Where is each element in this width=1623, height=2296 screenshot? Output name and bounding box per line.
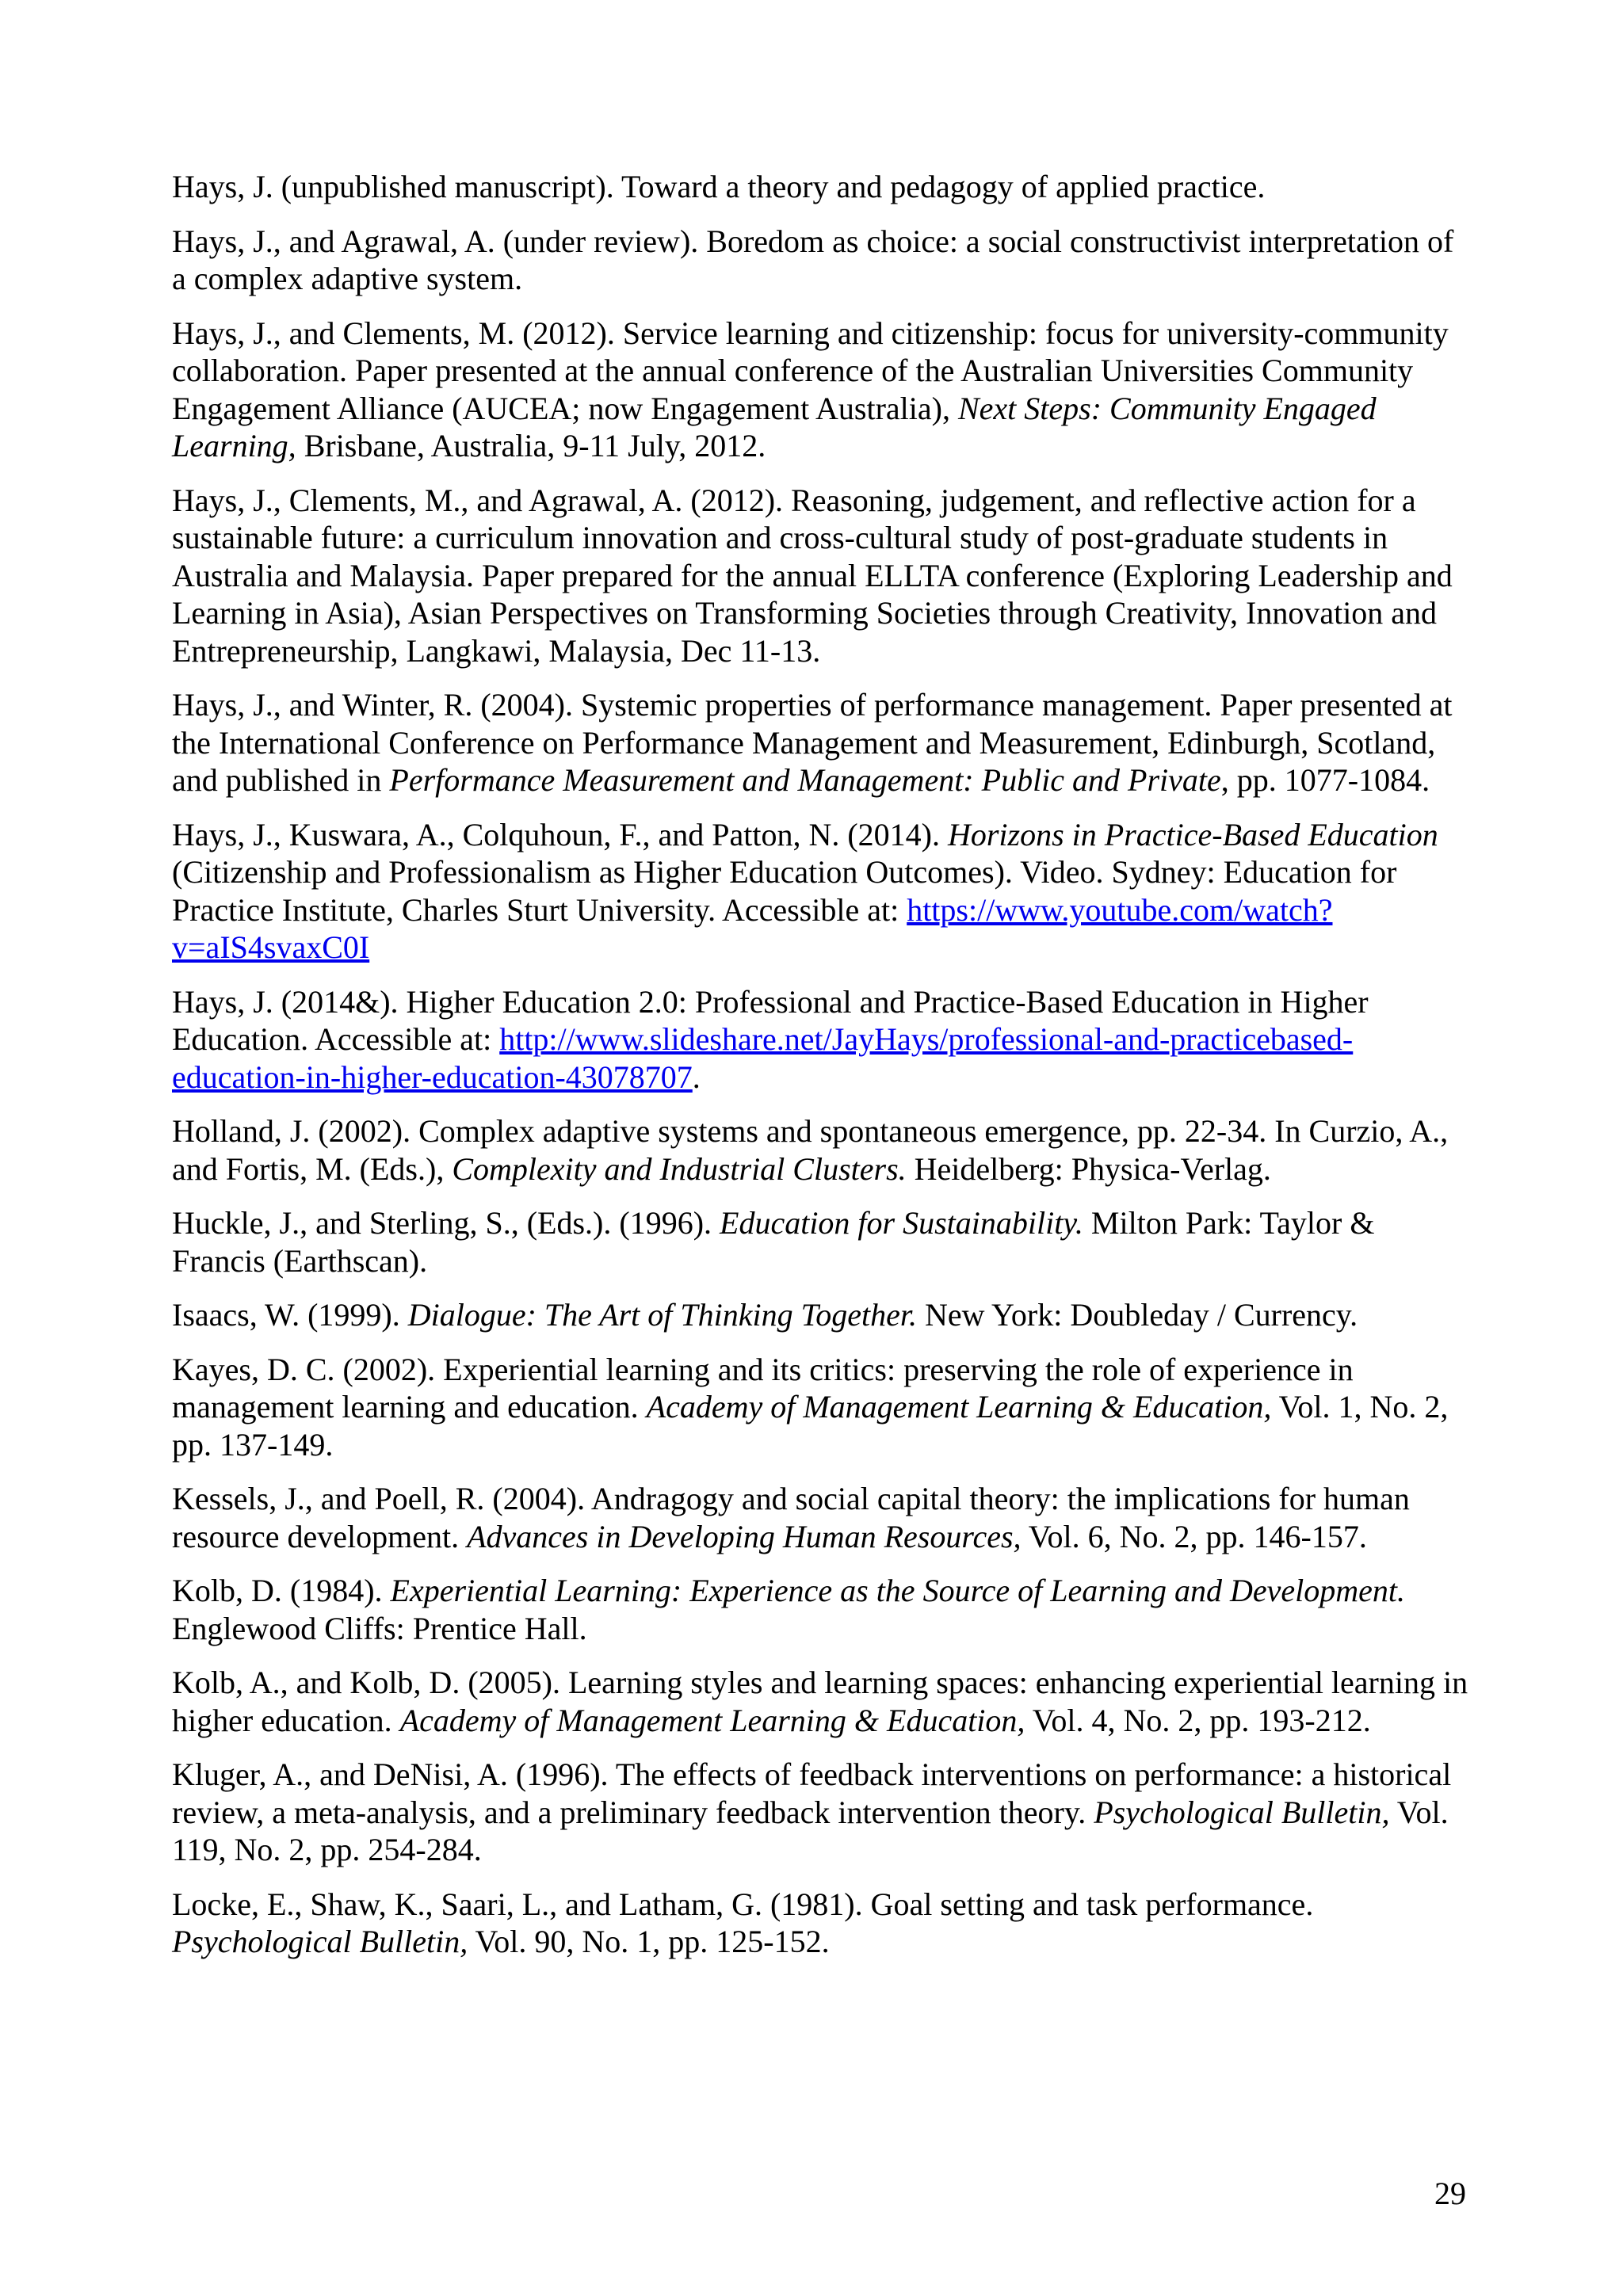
reference-text: Isaacs, W. (1999).	[172, 1297, 408, 1333]
reference-text: Hays, J. (2014&). Higher Education 2.0: Professional and Practice-Based Education in Higher Education. Accessible at:	[172, 983, 1369, 1057]
reference-entry	[172, 1351, 1472, 1464]
reference-title: Next Steps: Community Engaged Learning,	[172, 390, 1377, 463]
reference-text: Hays, J. (unpublished manuscript). Toward a theory and pedagogy of applied practice.	[172, 169, 1266, 204]
reference-entry	[172, 1886, 1472, 1961]
reference-list	[172, 168, 1472, 1978]
reference-title: Horizons in Practice-Based Education	[947, 816, 1438, 852]
reference-text: , pp. 1077-1084.	[1220, 762, 1430, 798]
reference-title: Education for Sustainability.	[720, 1205, 1083, 1241]
reference-entry	[172, 816, 1472, 967]
reference-text: Huckle, J., and Sterling, S., (Eds.). (1996).	[172, 1205, 720, 1241]
reference-title: Dialogue: The Art of Thinking Together.	[407, 1297, 917, 1333]
reference-text: Vol. 90, No. 1, pp. 125-152.	[468, 1924, 830, 1959]
reference-text: Brisbane, Australia, 9-11 July, 2012.	[296, 428, 766, 463]
reference-entry	[172, 1756, 1472, 1869]
reference-link[interactable]: http://www.slideshare.net/JayHays/professional-and-practicebased-education-in-higher-education-43078707	[172, 1021, 1354, 1095]
reference-text: Vol. 1, No. 2, pp. 137-149.	[172, 1389, 1449, 1463]
reference-text: .	[692, 1058, 701, 1095]
reference-text: Hays, J., and Clements, M. (2012). Service learning and citizenship: focus for university-community collaboration. Paper presented at the annual conference of the Australian Universities Community Engagement Alliance (AUCEA; now Engagement Australia),	[172, 315, 1449, 426]
reference-text: Hays, J., and Winter, R. (2004). Systemic properties of performance management. Paper presented at the International Conference on Performance Management and Measurement, Edinburgh, Scotland, and published in	[172, 687, 1453, 798]
reference-title: Psychological Bulletin,	[172, 1924, 468, 1959]
reference-text: Kessels, J., and Poell, R. (2004). Andragogy and social capital theory: the implications for human resource development.	[172, 1481, 1410, 1554]
reference-link[interactable]: https://www.youtube.com/watch?v=aIS4svaxC0I	[172, 891, 1333, 965]
reference-text: Kayes, D. C. (2002). Experiential learning and its critics: preserving the role of experience in management learning and education.	[172, 1351, 1354, 1425]
reference-entry	[172, 168, 1472, 206]
reference-text: Hays, J., Clements, M., and Agrawal, A. (2012). Reasoning, judgement, and reflective action for a sustainable future: a curriculum innovation and cross-cultural study of post-graduate students in Australia and Malaysia. Paper prepared for the annual ELLTA conference (Exploring Leadership and Learning in Asia), Asian Perspectives on Transforming Societies through Creativity, Innovation and Entrepreneurship, Langkawi, Malaysia, Dec 11-13.	[172, 482, 1453, 669]
reference-entry	[172, 482, 1472, 670]
reference-text: Kolb, D. (1984).	[172, 1573, 391, 1608]
reference-text: New York: Doubleday / Currency.	[916, 1297, 1358, 1333]
reference-text: Kolb, A., and Kolb, D. (2005). Learning styles and learning spaces: enhancing experiential learning in higher education.	[172, 1665, 1468, 1738]
reference-text: Hays, J., and Agrawal, A. (under review). Boredom as choice: a social constructivist interpretation of a complex adaptive system.	[172, 223, 1454, 296]
reference-entry	[172, 315, 1472, 465]
reference-text: (Citizenship and Professionalism as Higher Education Outcomes). Video. Sydney: Education for Practice Institute, Charles Sturt University. Accessible at:	[172, 854, 1397, 928]
reference-text: Englewood Cliffs: Prentice Hall.	[172, 1610, 587, 1646]
reference-entry	[172, 1112, 1472, 1188]
reference-title: Performance Measurement and Management: Public and Private	[389, 762, 1221, 798]
reference-text: Milton Park: Taylor & Francis (Earthscan).	[172, 1205, 1375, 1279]
reference-text: Kluger, A., and DeNisi, A. (1996). The effects of feedback interventions on performance: a historical review, a meta-analysis, and a preliminary feedback intervention theory.	[172, 1756, 1452, 1830]
reference-entry	[172, 1480, 1472, 1555]
reference-text: Holland, J. (2002). Complex adaptive systems and spontaneous emergence, pp. 22-34. In Curzio, A., and Fortis, M. (Eds.),	[172, 1113, 1449, 1187]
reference-title: Complexity and Industrial Clusters.	[452, 1150, 907, 1187]
reference-entry	[172, 1664, 1472, 1739]
reference-text: Locke, E., Shaw, K., Saari, L., and Latham, G. (1981). Goal setting and task performance.	[172, 1886, 1314, 1922]
page-number: 29	[1434, 2176, 1466, 2211]
reference-title: Academy of Management Learning & Education,	[399, 1702, 1025, 1738]
reference-title: Academy of Management Learning & Education,	[646, 1389, 1272, 1425]
reference-entry	[172, 1572, 1472, 1647]
reference-text: Vol. 4, No. 2, pp. 193-212.	[1025, 1702, 1371, 1738]
reference-text: Hays, J., Kuswara, A., Colquhoun, F., and Patton, N. (2014).	[172, 816, 948, 852]
reference-title: Psychological Bulletin,	[1094, 1794, 1390, 1830]
reference-entry	[172, 1204, 1472, 1280]
reference-entry	[172, 223, 1472, 298]
reference-entry	[172, 983, 1472, 1097]
reference-title: Advances in Developing Human Resources,	[467, 1518, 1022, 1554]
reference-title: Experiential Learning: Experience as the Source of Learning and Development.	[390, 1573, 1405, 1608]
reference-text: Vol. 119, No. 2, pp. 254-284.	[172, 1794, 1449, 1867]
reference-entry	[172, 1296, 1472, 1334]
reference-text: Vol. 6, No. 2, pp. 146-157.	[1021, 1518, 1367, 1554]
reference-entry	[172, 686, 1472, 799]
reference-text: Heidelberg: Physica-Verlag.	[906, 1150, 1271, 1187]
